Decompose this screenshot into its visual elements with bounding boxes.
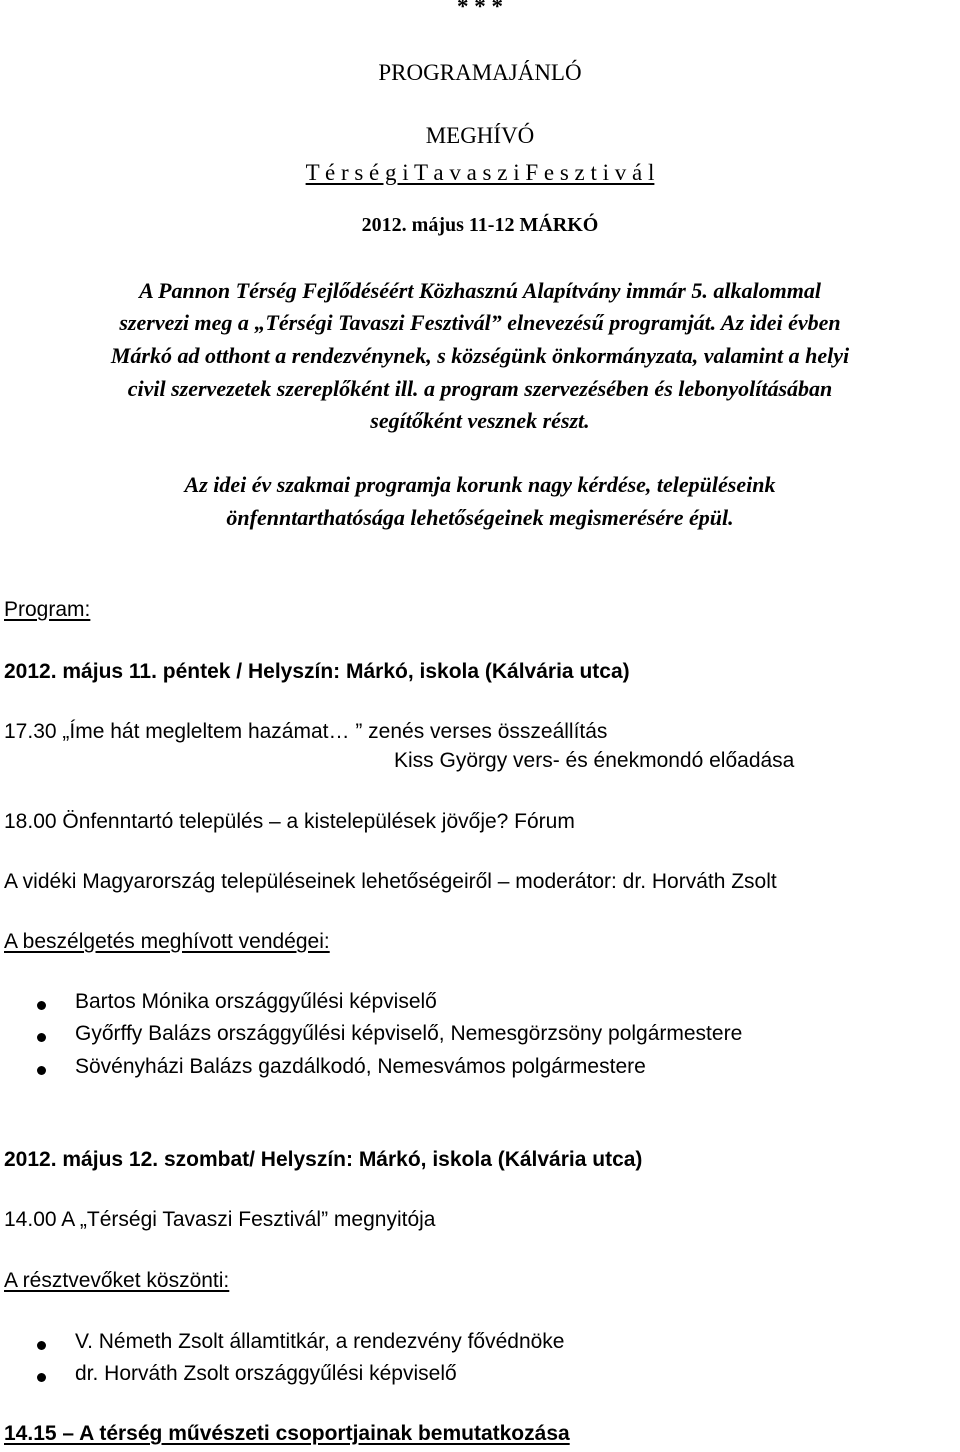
intro-line-4: civil szervezetek szereplőként ill. a program szervezésében és lebonyolításában [127,376,833,401]
greeters-heading: A résztvevőket köszönti: [4,1269,230,1292]
day2-heading: 2012. május 12. szombat/ Helyszín: Márkó, iskola (Kálvária utca) [4,1148,643,1171]
guests-heading: A beszélgetés meghívott vendégei: [4,930,330,953]
day1-heading: 2012. május 11. péntek / Helyszín: Márkó, iskola (Kálvária utca) [4,660,630,683]
program-offer-title: PROGRAMAJÁNLÓ [378,60,582,85]
bullet-icon [37,1001,46,1010]
guest-item: Bartos Mónika országgyűlési képviselő [75,990,437,1013]
greeter-item: V. Németh Zsolt államtitkár, a rendezvény fővédnöke [75,1330,565,1353]
guest-item: Sövényházi Balázs gazdálkodó, Nemesvámos polgármestere [75,1055,646,1078]
invitation-title: MEGHÍVÓ [425,123,535,148]
intro-line-2: szervezi meg a „Térségi Tavaszi Fesztivál” elnevezésű programját. Az idei évben [119,310,841,335]
day2-item-2: 14.15 – A térség művészeti csoportjainak bemutatkozása [4,1422,570,1445]
day2-item-1: 14.00 A „Térségi Tavaszi Fesztivál” megnyitója [4,1208,436,1231]
bullet-icon [37,1341,46,1350]
intro-line-3: Márkó ad otthont a rendezvénynek, s községünk önkormányzata, valamint a helyi [110,343,850,368]
program-heading: Program: [4,598,91,621]
stars-ornament: * * * [457,0,503,19]
day1-item-1: 17.30 „Íme hát megleltem hazámat… ” zenés verses összeállítás [4,720,608,743]
greeter-item: dr. Horváth Zsolt országgyűlési képviselő [75,1362,457,1385]
date-place: 2012. május 11-12 MÁRKÓ [361,214,599,236]
intro-line-1: A Pannon Térség Fejlődéséért Közhasznú Alapítvány immár 5. alkalommal [139,278,821,303]
bullet-icon [37,1033,46,1042]
bullet-icon [37,1373,46,1382]
festival-title: T é r s é g i T a v a s z i F e s z t i v á l [305,160,655,185]
day1-item-2: 18.00 Önfenntartó település – a kistelepülések jövője? Fórum [4,810,575,833]
day1-item-3: A vidéki Magyarország településeinek lehetőségeiről – moderátor: dr. Horváth Zsolt [4,870,777,893]
theme-line-1: Az idei év szakmai programja korunk nagy kérdése, településeink [184,472,776,497]
guest-item: Győrffy Balázs országgyűlési képviselő, Nemesgörzsöny polgármestere [75,1022,743,1045]
intro-line-5: segítőként vesznek részt. [370,408,590,433]
theme-line-2: önfenntarthatósága lehetőségeinek megismerésére épül. [226,505,734,530]
day1-item-1-performer: Kiss György vers- és énekmondó előadása [394,749,795,772]
bullet-icon [37,1066,46,1075]
